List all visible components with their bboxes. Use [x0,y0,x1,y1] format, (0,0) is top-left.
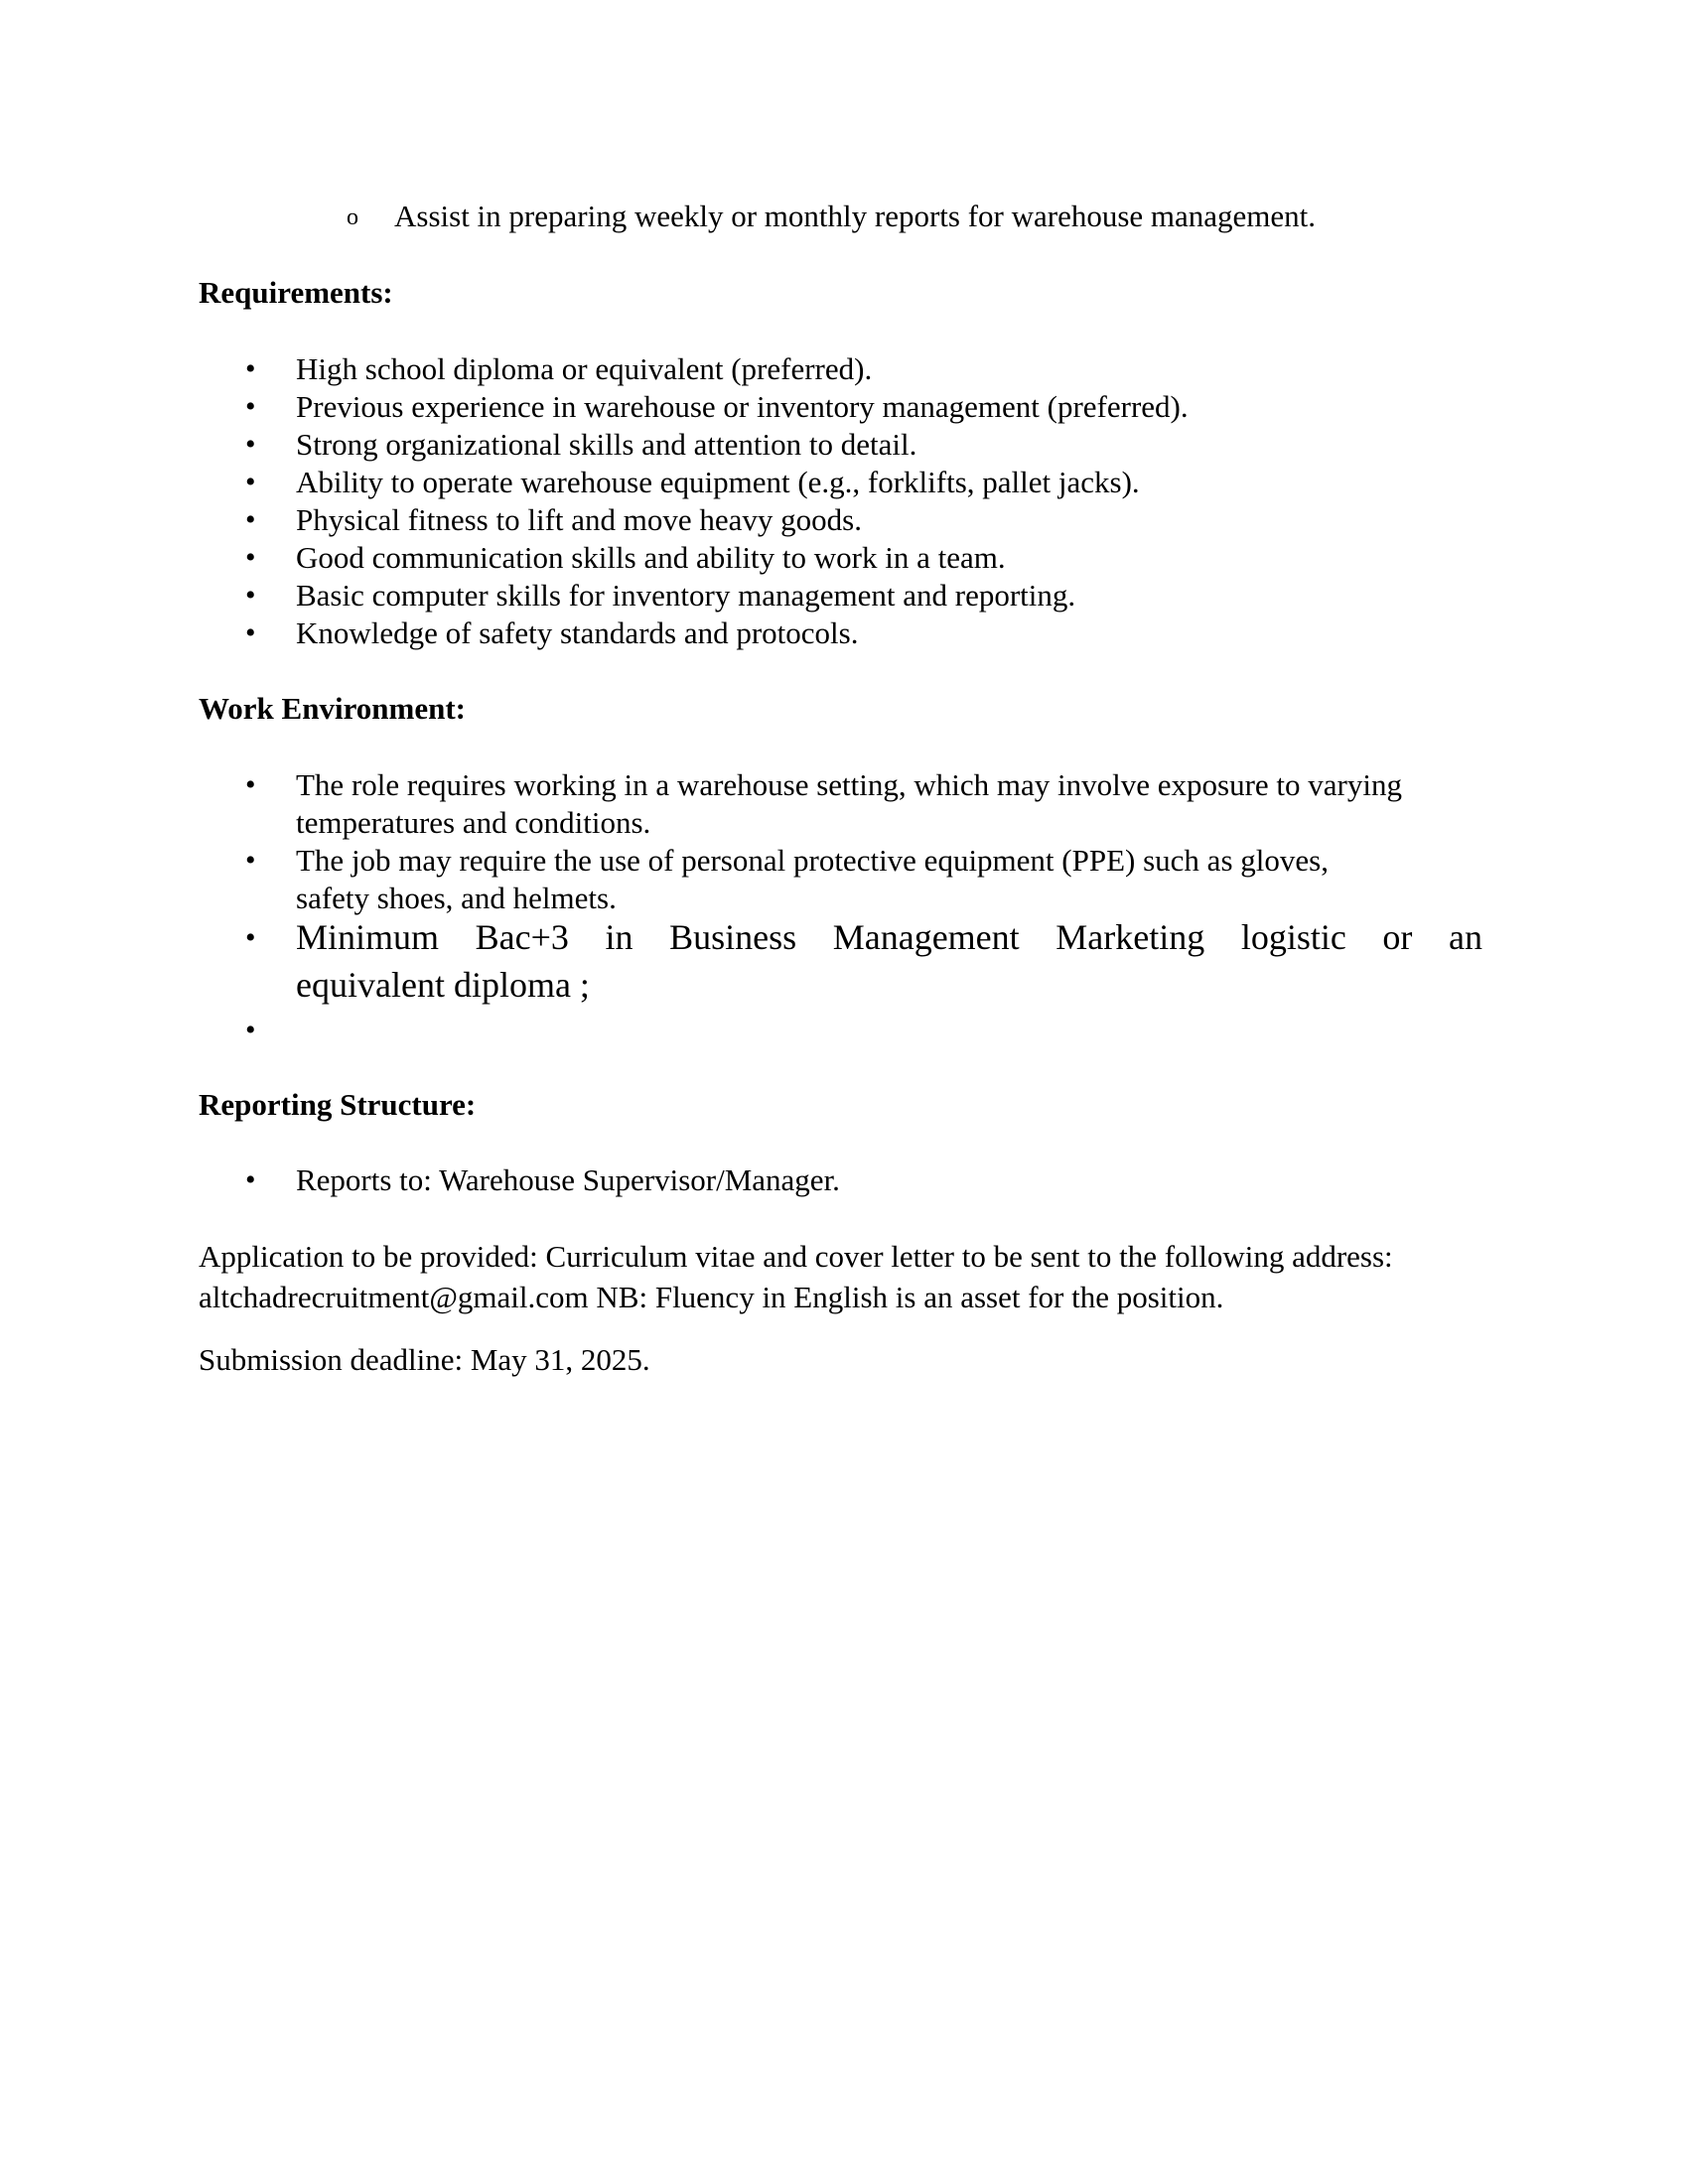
work-environment-item-line: The job may require the use of personal protective equipment (PPE) such as gloves, [296,843,1329,878]
submission-deadline: Submission deadline: May 31, 2025. [199,1342,650,1377]
work-environment-item-line: temperatures and conditions. [296,805,651,840]
bullet-icon: • [245,352,256,385]
sub-bullet-marker: o [347,205,358,230]
reporting-structure-heading: Reporting Structure: [199,1087,477,1122]
bullet-icon: • [245,579,256,612]
work-environment-item-line: Minimum Bac+3 in Business Management Marketing logistic or an [296,917,1482,957]
bullet-icon: • [245,1163,256,1196]
bullet-icon: • [245,768,256,801]
bullet-icon: • [245,1014,256,1046]
bullet-icon: • [245,541,256,574]
requirement-item: Good communication skills and ability to work in a team. [296,540,1006,575]
requirement-item: High school diploma or equivalent (preferred). [296,351,873,386]
work-environment-heading: Work Environment: [199,691,466,726]
continued-item-text: Assist in preparing weekly or monthly reports for warehouse management. [394,199,1317,233]
bullet-icon: • [245,390,256,423]
requirements-heading: Requirements: [199,275,393,310]
requirement-item: Previous experience in warehouse or inventory management (preferred). [296,389,1189,424]
bullet-icon: • [245,921,256,954]
reporting-structure-item: Reports to: Warehouse Supervisor/Manager. [296,1162,840,1197]
requirement-item: Ability to operate warehouse equipment (e.g., forklifts, pallet jacks). [296,465,1140,499]
bullet-icon: • [245,503,256,536]
requirement-item: Knowledge of safety standards and protocols. [296,615,859,650]
work-environment-item-line: equivalent diploma ; [296,965,590,1005]
requirement-item: Strong organizational skills and attention to detail. [296,427,917,462]
work-environment-item-line: safety shoes, and helmets. [296,881,617,915]
requirement-item: Basic computer skills for inventory management and reporting. [296,578,1076,613]
work-environment-item-line: The role requires working in a warehouse setting, which may involve exposure to varying [296,767,1402,802]
application-line: Application to be provided: Curriculum vitae and cover letter to be sent to the following address: [199,1239,1393,1274]
bullet-icon: • [245,616,256,649]
application-line: altchadrecruitment@gmail.com NB: Fluency in English is an asset for the position. [199,1280,1224,1314]
requirement-item: Physical fitness to lift and move heavy goods. [296,502,862,537]
bullet-icon: • [245,466,256,498]
bullet-icon: • [245,844,256,877]
bullet-icon: • [245,428,256,461]
